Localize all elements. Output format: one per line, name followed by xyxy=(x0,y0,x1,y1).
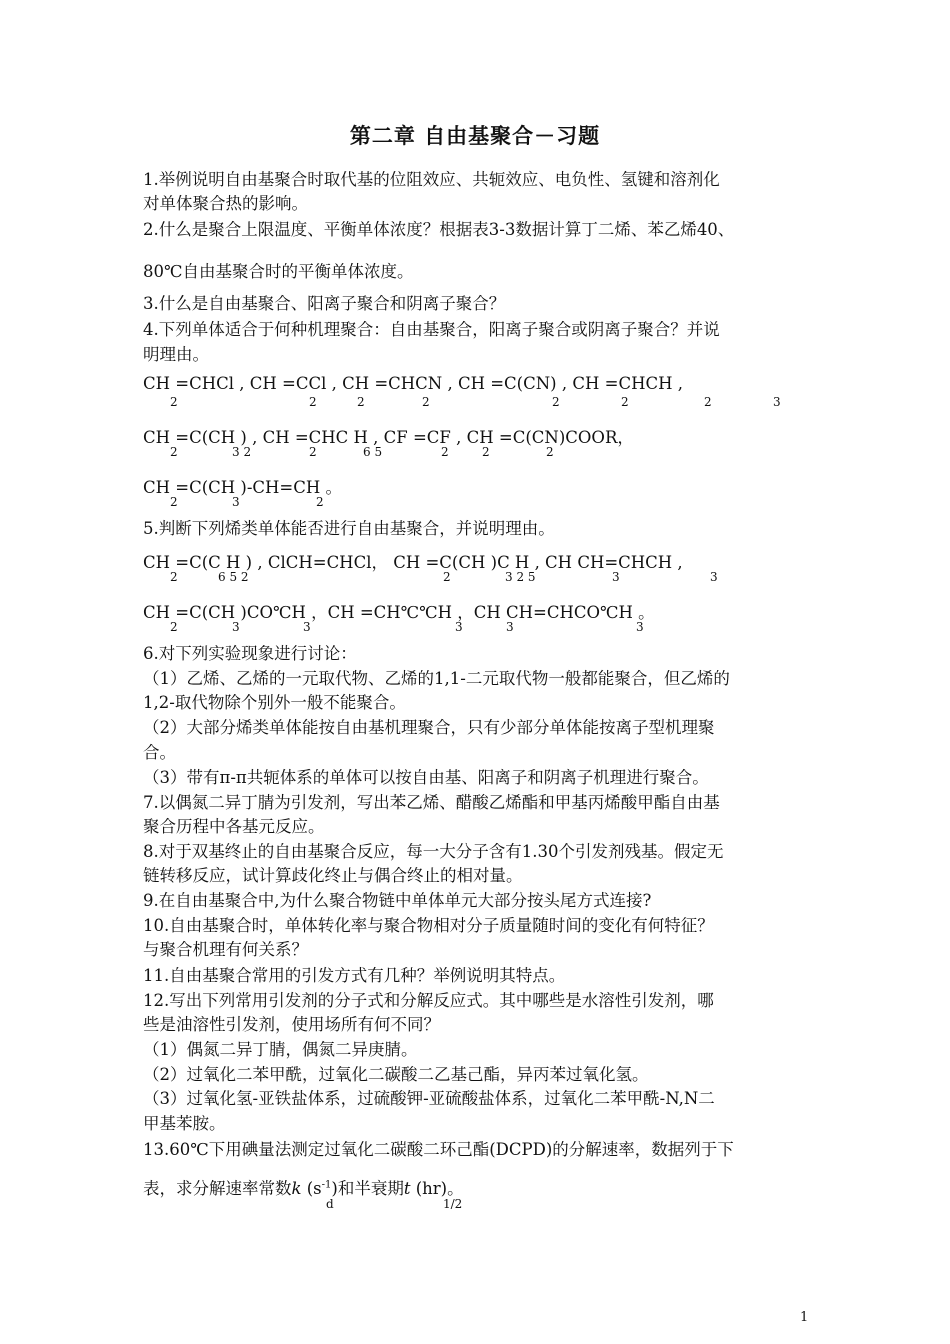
formula-line-5: CH =C(CH )CO℃H ，CH =CH℃℃H ，CH CH=CHCO℃H 。 xyxy=(143,603,655,622)
subscript: 3 xyxy=(710,570,718,584)
subscript: 3 xyxy=(455,620,463,634)
subscript: 3 xyxy=(773,395,781,409)
formula-line-1: CH =CHCl , CH =CCl , CH =CHCN , CH =C(CN) , CH =CHCH , xyxy=(143,374,683,393)
rate-constant-symbol: k xyxy=(291,1179,302,1198)
question-12-item-2: （2）过氧化二苯甲酰，过氧化二碳酸二乙基己酯，异丙苯过氧化氢。 xyxy=(143,1065,649,1084)
question-13-text: (s xyxy=(301,1179,322,1198)
question-12-line-2: 些是油溶性引发剂，使用场所有何不同？ xyxy=(143,1015,440,1034)
subscript: 2 xyxy=(482,445,490,459)
question-13-text: )和半衰期 xyxy=(331,1179,404,1198)
question-5: 5.判断下列烯类单体能否进行自由基聚合，并说明理由。 xyxy=(143,519,555,538)
question-7-line-1: 7.以偶氮二异丁腈为引发剂，写出苯乙烯、醋酸乙烯酯和甲基丙烯酸甲酯自由基 xyxy=(143,793,720,812)
question-12-item-1: （1）偶氮二异丁腈，偶氮二异庚腈。 xyxy=(143,1040,418,1059)
question-4-line-1: 4.下列单体适合于何种机理聚合：自由基聚合，阳离子聚合或阴离子聚合？并说 xyxy=(143,320,720,339)
question-8-line-2: 链转移反应，试计算歧化终止与偶合终止的相对量。 xyxy=(143,866,523,885)
subscript: 2 xyxy=(441,445,449,459)
exponent: -1 xyxy=(321,1179,332,1191)
subscript: 3 xyxy=(506,620,514,634)
subscript: 2 xyxy=(546,445,554,459)
subscript: 3 xyxy=(232,495,240,509)
question-12-line-1: 12.写出下列常用引发剂的分子式和分解反应式。其中哪些是水溶性引发剂，哪 xyxy=(143,991,714,1010)
subscript: 3 xyxy=(232,620,240,634)
subscript: 6 5 2 xyxy=(218,570,249,584)
subscript: 2 xyxy=(309,395,317,409)
question-7-line-2: 聚合历程中各基元反应。 xyxy=(143,817,325,836)
page-number: 1 xyxy=(800,1310,809,1325)
question-11: 11.自由基聚合常用的引发方式有几种？举例说明其特点。 xyxy=(143,966,566,985)
subscript: 3 xyxy=(612,570,620,584)
question-12-item-3-line-2: 甲基苯胺。 xyxy=(143,1114,226,1133)
subscript: 2 xyxy=(170,570,178,584)
subscript: 2 xyxy=(357,395,365,409)
subscript: 2 xyxy=(170,620,178,634)
question-6-item-2-line-1: （2）大部分烯类单体能按自由基机理聚合，只有少部分单体能按离子型机理聚 xyxy=(143,718,715,737)
question-6-item-3: （3）带有π-π共轭体系的单体可以按自由基、阳离子和阴离子机理进行聚合。 xyxy=(143,768,709,787)
subscript: 3 xyxy=(636,620,644,634)
question-12-item-3-line-1: （3）过氧化氢-亚铁盐体系，过硫酸钾-亚硫酸盐体系，过氧化二苯甲酰-N,N二 xyxy=(143,1089,715,1108)
question-13-text: 表，求分解速率常数 xyxy=(143,1179,292,1198)
question-13-line-2 xyxy=(143,1175,813,1199)
subscript: 2 xyxy=(443,570,451,584)
page-title: 第二章 自由基聚合－习题 xyxy=(349,124,601,148)
subscript: 2 xyxy=(704,395,712,409)
question-6-item-2-line-2: 合。 xyxy=(143,743,176,762)
question-10-line-2: 与聚合机理有何关系？ xyxy=(143,940,308,959)
subscript: 2 xyxy=(422,395,430,409)
subscript: 2 xyxy=(552,395,560,409)
question-2-line-1: 2.什么是聚合上限温度、平衡单体浓度？根据表3-3数据计算丁二烯、苯乙烯40、 xyxy=(143,220,735,239)
question-10-line-1: 10.自由基聚合时，单体转化率与聚合物相对分子质量随时间的变化有何特征？ xyxy=(143,916,714,935)
question-13-text: (hr)。 xyxy=(410,1179,464,1198)
question-9: 9.在自由基聚合中,为什么聚合物链中单体单元大部分按头尾方式连接? xyxy=(143,891,652,910)
subscript: 3 2 5 xyxy=(505,570,536,584)
formula-line-2: CH =C(CH ) , CH =CHC H , CF =CF , CH =C(CN)COOR， xyxy=(143,428,634,447)
subscript: 3 2 xyxy=(232,445,252,459)
subscript: 2 xyxy=(309,445,317,459)
subscript: 2 xyxy=(621,395,629,409)
question-6: 6.对下列实验现象进行讨论： xyxy=(143,644,357,663)
formula-line-4: CH =C(C H ) , ClCH=CHCl， CH =C(CH )C H , CH CH=CHCH , xyxy=(143,553,683,572)
subscript-d: d xyxy=(326,1197,334,1211)
question-3: 3.什么是自由基聚合、阳离子聚合和阴离子聚合？ xyxy=(143,294,506,313)
subscript: 3 xyxy=(303,620,311,634)
subscript: 6 5 xyxy=(363,445,383,459)
question-6-item-1-line-2: 1,2-取代物除个别外一般不能聚合。 xyxy=(143,693,406,712)
question-1-line-1: 1.举例说明自由基聚合时取代基的位阻效应、共轭效应、电负性、氢键和溶剂化 xyxy=(143,170,720,189)
subscript: 2 xyxy=(316,495,324,509)
subscript: 2 xyxy=(170,445,178,459)
question-6-item-1-line-1: （1）乙烯、乙烯的一元取代物、乙烯的1,1-二元取代物一般都能聚合，但乙烯的 xyxy=(143,669,730,688)
question-1-line-2: 对单体聚合热的影响。 xyxy=(143,194,308,213)
formula-line-3: CH =C(CH )-CH=CH 。 xyxy=(143,478,343,497)
question-4-line-2: 明理由。 xyxy=(143,345,209,364)
subscript: 2 xyxy=(170,495,178,509)
question-8-line-1: 8.对于双基终止的自由基聚合反应，每一大分子含有1.30个引发剂残基。假定无 xyxy=(143,842,724,861)
subscript: 2 xyxy=(170,395,178,409)
subscript-half: 1/2 xyxy=(443,1197,463,1211)
question-2-line-2: 80℃自由基聚合时的平衡单体浓度。 xyxy=(143,262,414,281)
half-life-symbol: t xyxy=(403,1179,411,1198)
question-13-line-1: 13.60℃下用碘量法测定过氧化二碳酸二环己酯(DCPD)的分解速率，数据列于下 xyxy=(143,1140,734,1159)
